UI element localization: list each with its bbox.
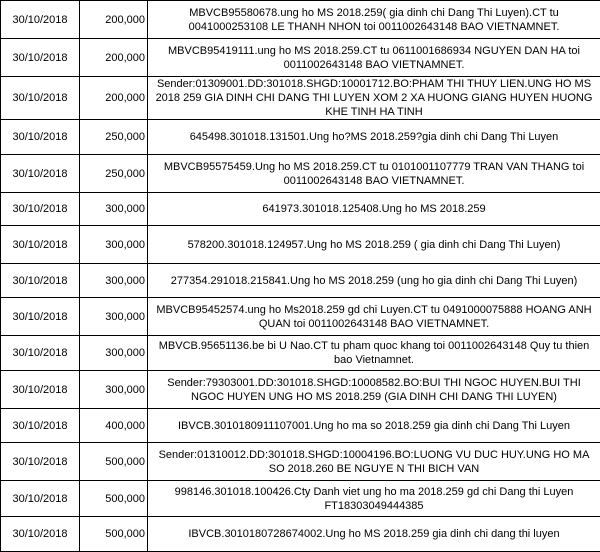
table-row [1,336,600,371]
date-cell: 30/10/2018 [1,298,80,336]
amount-cell: 300,000 [80,298,148,336]
table-row [1,264,600,298]
date-cell: 30/10/2018 [1,517,80,552]
date-cell: 30/10/2018 [1,264,80,298]
amount-cell: 500,000 [80,517,148,552]
description-cell: MBVCB.95651136.be bi U Nao.CT tu pham quoc khang toi 0011002643148 Quy tu thien bao Vietnamnet. [148,336,600,371]
amount-cell: 300,000 [80,371,148,409]
date-cell: 30/10/2018 [1,120,80,155]
table-row [1,193,600,226]
amount-cell: 400,000 [80,409,148,443]
description-cell: MBVCB95419111.ung ho MS 2018.259.CT tu 0611001686934 NGUYEN DAN HA toi 0011002643148 BAO VIETNAMNET. [148,39,600,77]
amount-cell: 300,000 [80,336,148,371]
date-cell: 30/10/2018 [1,443,80,481]
date-cell: 30/10/2018 [1,336,80,371]
date-cell: 30/10/2018 [1,409,80,443]
amount-cell: 300,000 [80,193,148,226]
table-row [1,155,600,193]
amount-cell: 200,000 [80,77,148,120]
table-row [1,1,600,39]
description-cell: IBVCB.3010180728674002.Ung ho MS 2018.259 gia dinh chi dang thi luyen [148,517,600,552]
amount-cell: 300,000 [80,264,148,298]
amount-cell: 250,000 [80,155,148,193]
table-row [1,371,600,409]
transaction-table-body [1,1,600,552]
table-row [1,226,600,264]
table-row [1,409,600,443]
table-row [1,120,600,155]
table-row [1,517,600,552]
date-cell: 30/10/2018 [1,371,80,409]
table-row [1,77,600,120]
table-row [1,481,600,517]
description-cell: MBVCB95452574.ung ho Ms2018.259 gd chi Luyen.CT tu 0491000075888 HOANG ANH QUAN toi 0011002643148 BAO VIETNAMNET. [148,298,600,336]
amount-cell: 250,000 [80,120,148,155]
date-cell: 30/10/2018 [1,1,80,39]
amount-cell: 300,000 [80,226,148,264]
description-cell: Sender:01310012.DD:301018.SHGD:10004196.BO:LUONG VU DUC HUY.UNG HO MA SO 2018.260 BE NGUYE N THI BICH VAN [148,443,600,481]
table-row [1,298,600,336]
date-cell: 30/10/2018 [1,155,80,193]
description-cell: Sender:01309001.DD:301018.SHGD:10001712.BO:PHAM THI THUY LIEN.UNG HO MS 2018 259 GIA DINH CHI DANG THI LUYEN XOM 2 XA HUONG GIANG HUYEN HUONG KHE TINH HA TINH [148,77,600,120]
description-cell: 641973.301018.125408.Ung ho MS 2018.259 [148,193,600,226]
description-cell: Sender:79303001.DD:301018.SHGD:10008582.BO:BUI THI NGOC HUYEN.BUI THI NGOC HUYEN UNG HO MS 2018.259 (GIA DINH CHI DANG THI LUYEN) [148,371,600,409]
date-cell: 30/10/2018 [1,77,80,120]
description-cell: 998146.301018.100426.Cty Danh viet ung ho ma 2018.259 gd chi Dang thi Luyen FT18303049444385 [148,481,600,517]
table-row [1,39,600,77]
amount-cell: 500,000 [80,481,148,517]
amount-cell: 200,000 [80,1,148,39]
description-cell: 578200.301018.124957.Ung ho MS 2018.259 ( gia dinh chi Dang Thi Luyen) [148,226,600,264]
date-cell: 30/10/2018 [1,481,80,517]
description-cell: MBVCB95575459.Ung ho MS 2018.259.CT tu 0101001107779 TRAN VAN THANG toi 0011002643148 BAO VIETNAMNET. [148,155,600,193]
amount-cell: 200,000 [80,39,148,77]
description-cell: IBVCB.3010180911107001.Ung ho ma so 2018.259 gia dinh chi Dang Thi Luyen [148,409,600,443]
date-cell: 30/10/2018 [1,39,80,77]
description-cell: 645498.301018.131501.Ung ho?MS 2018.259?gia dinh chi Dang Thi Luyen [148,120,600,155]
description-cell: 277354.291018.215841.Ung ho MS 2018.259 (ung ho gia dinh chi Dang Thi Luyen) [148,264,600,298]
amount-cell: 500,000 [80,443,148,481]
date-cell: 30/10/2018 [1,193,80,226]
date-cell: 30/10/2018 [1,226,80,264]
table-row [1,443,600,481]
description-cell: MBVCB95580678.ung ho MS 2018.259( gia dinh chi Dang Thi Luyen).CT tu 0041000253108 LE THANH NHON toi 0011002643148 BAO VIETNAMNET. [148,1,600,39]
